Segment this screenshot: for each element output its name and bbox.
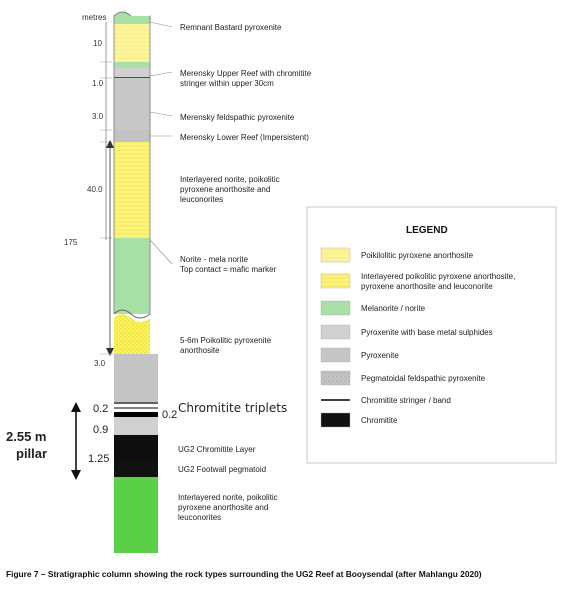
unit-label-9-line-2: leuconorites <box>178 513 222 522</box>
unit-label-4-line-1: pyroxene anorthosite and <box>180 185 271 194</box>
unit-label-1-line-1: stringer within upper 30cm <box>180 79 274 88</box>
thickness-0-2-left: 0.2 <box>93 403 109 415</box>
figure-caption: Figure 7 – Stratigraphic column showing the rock types surrounding the UG2 Reef at Booysendal (after Mahlangu 2020) <box>6 569 482 579</box>
leader-lines <box>150 22 172 264</box>
unit-label-4-line-0: Interlayered norite, poikolitic <box>180 175 280 184</box>
unit-label-1-line-0: Merensky Upper Reef with chromitite <box>180 69 312 78</box>
unit-label-4-line-2: leuconorites <box>180 195 224 204</box>
legend-label-0-line-0: Poikilolitic pyroxene anorthosite <box>361 251 474 260</box>
legend-swatch-3 <box>321 325 350 339</box>
pillar-arrow <box>71 402 81 480</box>
arrow-down-head <box>106 348 114 356</box>
thickness-0-2-right: 0.2 <box>162 409 178 421</box>
legend-title: LEGEND <box>406 225 448 236</box>
rock-column <box>114 12 158 553</box>
thickness-175: 175 <box>64 238 78 247</box>
layer-pyroxenite-parting <box>114 417 158 435</box>
pillar-label-line2: pillar <box>16 446 48 461</box>
unit-label-0-line-0: Remnant Bastard pyroxenite <box>180 23 282 32</box>
layer-ug2-hangingwall-pyroxenite <box>114 354 158 402</box>
thickness-1-0: 1.0 <box>92 79 104 88</box>
legend-swatch-7 <box>321 413 350 427</box>
thickness-10: 10 <box>93 39 102 48</box>
unit-label-6-line-1: anorthosite <box>180 346 220 355</box>
legend-swatch-1 <box>321 274 350 288</box>
legend-label-4-line-0: Pyroxenite <box>361 351 399 360</box>
unit-label-9-line-1: pyroxene anorthosite and <box>178 503 269 512</box>
layer-poikolitic-pyroxenite-anorthosite <box>114 314 150 354</box>
pillar-label-line1: 2.55 m <box>6 429 47 444</box>
legend-swatch-0 <box>321 248 350 262</box>
unit-label-8-line-0: UG2 Footwall pegmatoid <box>178 465 267 474</box>
legend-label-7-line-0: Chromitite <box>361 416 398 425</box>
legend-swatch-5 <box>321 371 350 385</box>
thickness-3-0-lower: 3.0 <box>94 359 106 368</box>
unit-label-3-line-0: Merensky Lower Reef (Impersistent) <box>180 133 309 142</box>
unit-label-7-line-0: UG2 Chromitite Layer <box>178 445 256 454</box>
layer-poikilitic-anorthosite-top <box>114 24 150 62</box>
thickness-1-25: 1.25 <box>88 453 110 465</box>
unit-label-9-line-0: Interlayered norite, poikolitic <box>178 493 278 502</box>
metres-label: metres <box>82 13 107 22</box>
layer-remnant-bastard-pyroxenite <box>114 16 150 24</box>
layer-interlayered-norite-upper <box>114 142 150 238</box>
unit-label-5-line-0: Norite - mela norite <box>180 255 249 264</box>
legend-label-6-line-0: Chromitite stringer / band <box>361 396 451 405</box>
legend-label-5-line-0: Pegmatoidal feldspathic pyroxenite <box>361 374 486 383</box>
layer-norite-mela-norite <box>114 238 150 314</box>
unit-label-5-line-1: Top contact = mafic marker <box>180 265 277 274</box>
unit-label-2-line-0: Merensky feldspathic pyroxenite <box>180 113 295 122</box>
thickness-0-9: 0.9 <box>93 424 109 436</box>
layer-merensky-feldspathic-pyroxenite <box>114 78 150 130</box>
layer-interlayered-norite-lower <box>114 477 158 553</box>
thickness-40-0: 40.0 <box>87 185 103 194</box>
legend-label-1-line-1: pyroxene anorthosite and leuconorite <box>361 282 493 291</box>
unit-labels <box>178 23 312 522</box>
unit-label-6-line-0: 5-6m Poikolitic pyroxenite <box>180 336 272 345</box>
thickness-3-0-upper: 3.0 <box>92 112 104 121</box>
legend-label-1-line-0: Interlayered poikolitic pyroxene anorthosite, <box>361 272 516 281</box>
arrow-up-head <box>106 140 114 148</box>
layer-merensky-upper-reef <box>114 68 150 78</box>
layer-melanorite-band <box>114 62 150 68</box>
layer-ug2-footwall-pegmatoid <box>114 459 158 477</box>
chromitite-triplets-label: Chromitite triplets <box>178 401 288 415</box>
chromitite-triplet-3 <box>114 412 158 417</box>
legend-label-2-line-0: Melanorite / norite <box>361 304 426 313</box>
legend <box>307 207 556 463</box>
layer-merensky-lower-reef <box>114 130 150 142</box>
legend-swatch-2 <box>321 301 350 315</box>
legend-swatch-4 <box>321 348 350 362</box>
legend-label-3-line-0: Pyroxenite with base metal sulphides <box>361 328 493 337</box>
